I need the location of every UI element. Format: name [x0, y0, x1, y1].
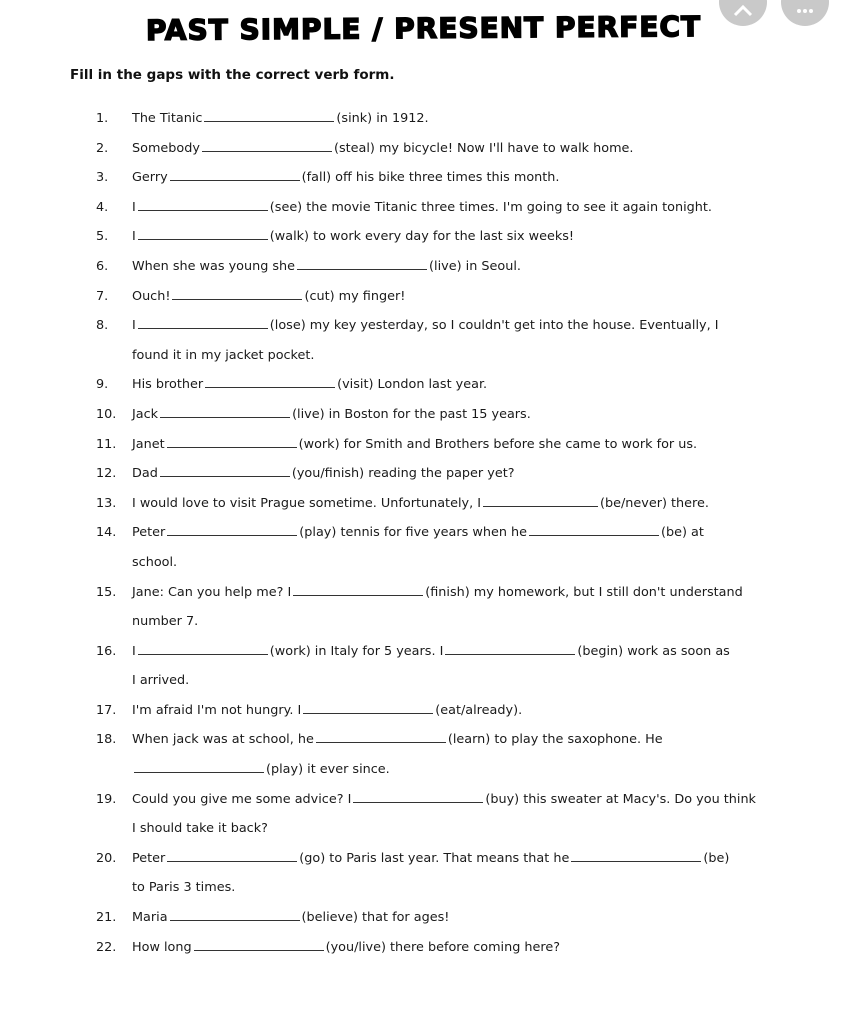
- question-text: (sink) in 1912.: [336, 111, 429, 126]
- question-text: (steal) my bicycle! Now I'll have to walk home.: [333, 140, 634, 156]
- question-number: 18.: [96, 732, 117, 748]
- question-17: [96, 696, 786, 726]
- question-number: 4.: [96, 199, 109, 215]
- answer-blank[interactable]: [293, 582, 423, 596]
- question-number: 8.: [96, 318, 109, 334]
- question-number: 6.: [96, 258, 109, 274]
- question-continuation: to Paris 3 times.: [132, 880, 236, 896]
- question-text: (lose) my key yesterday, so I couldn't get into the house. Eventually, I: [269, 318, 719, 334]
- question-text: (believe) that for ages!: [301, 910, 450, 926]
- page-title: PAST SIMPLE / PRESENT PERFECT: [145, 10, 702, 47]
- answer-blank[interactable]: [529, 522, 659, 536]
- question-text: Maria: [132, 910, 168, 926]
- question-20: [96, 844, 786, 903]
- question-2: [96, 134, 786, 164]
- question-text: Gerry: [132, 170, 168, 186]
- question-text: The Titanic: [132, 111, 203, 126]
- question-11: [96, 430, 786, 460]
- question-text: (you/finish) reading the paper yet?: [291, 466, 515, 482]
- answer-blank[interactable]: [297, 256, 427, 270]
- question-continuation: school.: [132, 554, 178, 570]
- answer-blank[interactable]: [194, 937, 324, 951]
- answer-blank[interactable]: [138, 641, 268, 655]
- question-continuation: found it in my jacket pocket.: [132, 347, 315, 363]
- answer-blank[interactable]: [134, 759, 264, 773]
- answer-blank[interactable]: [160, 463, 290, 477]
- question-6: [96, 252, 786, 282]
- question-text: I: [132, 229, 136, 245]
- question-continuation: I should take it back?: [132, 821, 268, 837]
- question-text: (live) in Seoul.: [429, 258, 521, 274]
- answer-blank[interactable]: [483, 493, 598, 507]
- instructions: Fill in the gaps with the correct verb form.: [70, 67, 395, 83]
- question-number: 21.: [96, 910, 117, 926]
- question-text: Jane: Can you help me? I: [132, 584, 292, 600]
- question-text: (work) in Italy for 5 years. I: [269, 643, 444, 659]
- question-text: (begin) work as soon as: [577, 643, 730, 659]
- question-13: [96, 489, 786, 519]
- question-number: 13.: [96, 495, 117, 511]
- answer-blank[interactable]: [204, 108, 334, 122]
- question-text: When jack was at school, he: [132, 732, 314, 748]
- question-number: 19.: [96, 791, 117, 807]
- question-text: (eat/already).: [435, 702, 523, 718]
- answer-blank[interactable]: [205, 374, 335, 388]
- question-number: 17.: [96, 702, 117, 718]
- question-16: [96, 637, 786, 696]
- question-text: Jack: [132, 406, 159, 422]
- question-9: [96, 370, 786, 400]
- question-text: (be) at: [660, 525, 704, 541]
- question-text: (work) for Smith and Brothers before she came to work for us.: [298, 436, 698, 452]
- answer-blank[interactable]: [170, 167, 300, 181]
- question-text: I'm afraid I'm not hungry. I: [132, 702, 302, 718]
- answer-blank[interactable]: [167, 522, 297, 536]
- question-15: [96, 578, 786, 637]
- question-text: (finish) my homework, but I still don't understand: [425, 584, 743, 600]
- answer-blank[interactable]: [353, 789, 483, 803]
- question-text: I: [132, 318, 136, 334]
- question-number: 10.: [96, 406, 117, 422]
- question-text: Dad: [132, 466, 158, 482]
- question-22: [96, 933, 786, 963]
- question-text: (go) to Paris last year. That means that he: [299, 850, 570, 866]
- question-1: [96, 104, 786, 134]
- question-text: Peter: [132, 525, 166, 541]
- answer-blank[interactable]: [138, 226, 268, 240]
- question-number: 2.: [96, 140, 109, 156]
- question-7: [96, 282, 786, 312]
- question-text: Peter: [132, 850, 166, 866]
- question-text: (visit) London last year.: [337, 377, 488, 393]
- question-number: 11.: [96, 436, 117, 452]
- question-5: [96, 222, 786, 252]
- question-text: (play) tennis for five years when he: [299, 525, 527, 541]
- answer-blank[interactable]: [202, 138, 332, 152]
- question-10: [96, 400, 786, 430]
- question-list: [96, 104, 786, 962]
- question-14: [96, 518, 786, 577]
- question-text: I: [132, 643, 136, 659]
- answer-blank[interactable]: [167, 848, 297, 862]
- question-text: (be): [703, 850, 730, 866]
- question-12: [96, 459, 786, 489]
- question-19: [96, 785, 786, 844]
- question-continuation: number 7.: [132, 614, 199, 630]
- question-text: (cut) my finger!: [304, 288, 406, 304]
- question-text: Could you give me some advice? I: [132, 791, 352, 807]
- answer-blank[interactable]: [167, 434, 297, 448]
- question-4: [96, 193, 786, 223]
- question-number: 14.: [96, 525, 117, 541]
- question-text: (see) the movie Titanic three times. I'm going to see it again tonight.: [269, 199, 712, 215]
- question-text: His brother: [132, 377, 204, 393]
- answer-blank[interactable]: [316, 729, 446, 743]
- answer-blank[interactable]: [445, 641, 575, 655]
- question-text: (play) it ever since.: [266, 762, 390, 778]
- question-number: 20.: [96, 850, 117, 866]
- question-number: 22.: [96, 939, 117, 955]
- question-text: (live) in Boston for the past 15 years.: [292, 406, 531, 422]
- question-text: (you/live) there before coming here?: [325, 939, 561, 955]
- question-number: 7.: [96, 288, 109, 304]
- question-number: 15.: [96, 584, 117, 600]
- question-number: 3.: [96, 170, 109, 186]
- question-continuation: [96, 755, 786, 785]
- answer-blank[interactable]: [303, 700, 433, 714]
- question-number: 12.: [96, 466, 117, 482]
- question-text: Janet: [132, 436, 165, 452]
- question-21: [96, 903, 786, 933]
- answer-blank[interactable]: [138, 197, 268, 211]
- question-number: 1.: [96, 111, 109, 126]
- answer-blank[interactable]: [571, 848, 701, 862]
- question-text: (fall) off his bike three times this month.: [301, 170, 560, 186]
- question-text: I: [132, 199, 136, 215]
- question-number: 16.: [96, 643, 117, 659]
- question-number: 5.: [96, 229, 109, 245]
- question-3: [96, 163, 786, 193]
- question-text: (walk) to work every day for the last six weeks!: [269, 229, 575, 245]
- answer-blank[interactable]: [160, 404, 290, 418]
- question-text: Somebody: [132, 140, 200, 156]
- question-text: (buy) this sweater at Macy's. Do you think: [485, 791, 756, 807]
- question-text: Ouch!: [132, 288, 171, 304]
- answer-blank[interactable]: [170, 907, 300, 921]
- question-text: (be/never) there.: [599, 495, 709, 511]
- question-text: (learn) to play the saxophone. He: [447, 732, 663, 748]
- question-18: [96, 725, 786, 784]
- question-text: How long: [132, 939, 192, 955]
- question-continuation: I arrived.: [132, 673, 190, 689]
- question-8: [96, 311, 786, 370]
- answer-blank[interactable]: [138, 315, 268, 329]
- answer-blank[interactable]: [172, 286, 302, 300]
- question-text: When she was young she: [132, 258, 296, 274]
- question-number: 9.: [96, 377, 109, 393]
- question-text: I would love to visit Prague sometime. Unfortunately, I: [132, 495, 481, 511]
